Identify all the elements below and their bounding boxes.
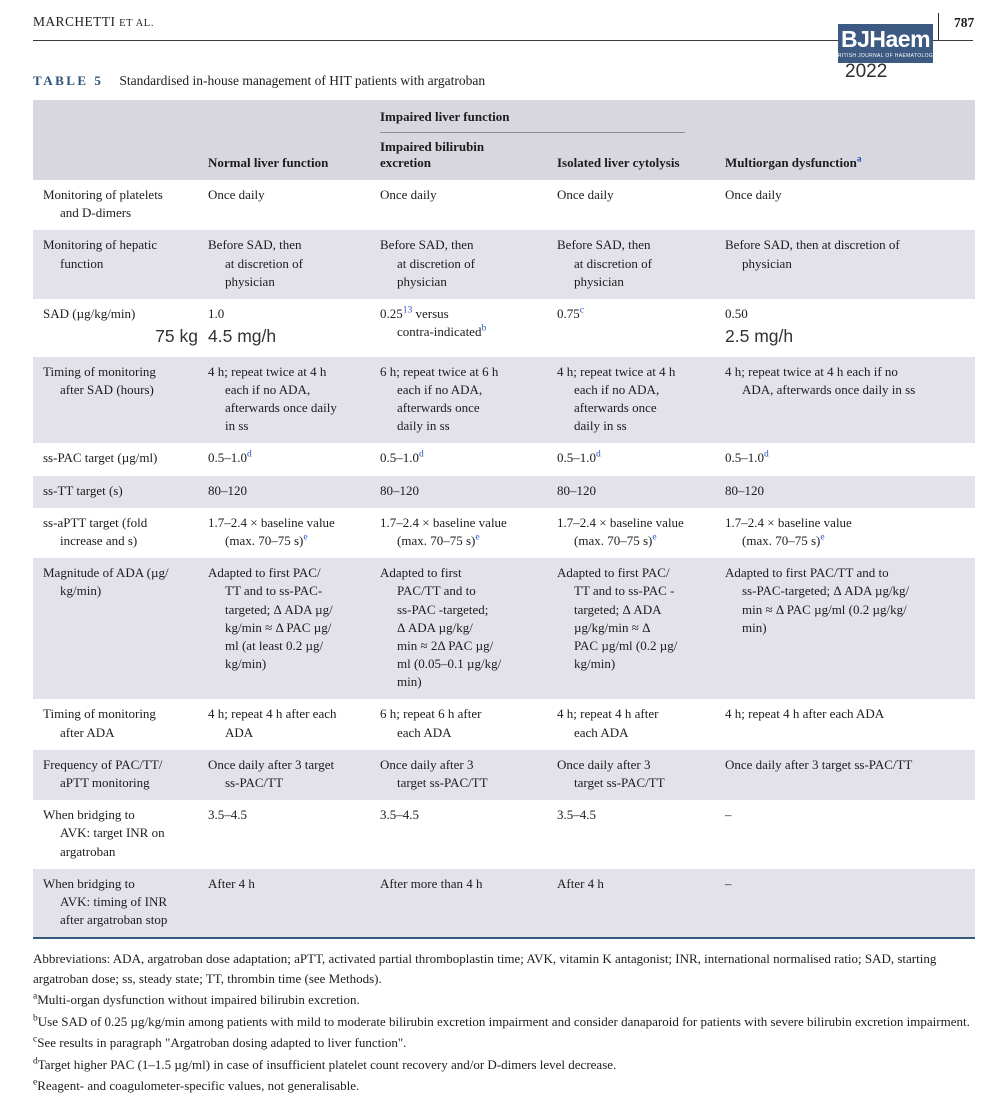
table-label: TABLE 5 (33, 73, 104, 88)
table-cell: 80–120 (557, 482, 596, 498)
footnote: $^b$Use SAD of 0.25 µg/kg/min among patients with mild to moderate bilirubin excretion impairment and consider danaparoid for patients with severe bilirubin excretion impairment. (33, 1013, 970, 1029)
superscript-ref[interactable]: e (303, 532, 308, 543)
table-cell: 4 h; repeat 4 h after each ADA (208, 706, 337, 740)
table-cell: 6 h; repeat twice at 6 h each if no ADA, afterwards once daily in ss (380, 363, 499, 434)
row-label: SAD (µg/kg/min) 75 kg (33, 299, 208, 357)
footnote: $^c$See results in paragraph "Argatroban dosing adapted to liver function". (33, 1034, 407, 1051)
table-cell: Once daily after 3 target ss-PAC/TT (380, 756, 488, 790)
table-cell: 4 h; repeat 4 h after each ADA (557, 706, 659, 740)
table-cell: After 4 h (208, 875, 255, 891)
table-cell: 1.7–2.4 × baseline value (max. 70–75 s)$^e$ (557, 514, 684, 548)
group-header-text: Impaired liver function (380, 109, 685, 133)
table-cell: 1.7–2.4 × baseline value (max. 70–75 s)$^e$ (208, 514, 335, 548)
col-header-isolated-cytolysis: Isolated liver cytolysis (557, 155, 680, 170)
table-cell: 6 h; repeat 6 h after each ADA (380, 706, 482, 740)
footnote-marker: e (33, 1077, 38, 1088)
table-row (33, 230, 975, 299)
table-cell: Once daily (208, 187, 265, 202)
footnote: $^e$Reagent- and coagulometer-specific values, not generalisable. (33, 1077, 360, 1094)
table-cell: Once daily after 3 target ss-PAC/TT (557, 756, 665, 790)
journal-logo (834, 24, 937, 63)
table-cell: 1.7–2.4 × baseline value (max. 70–75 s)$^e$ (380, 514, 507, 548)
year-annotation: 2022 (845, 61, 888, 82)
table-row (33, 357, 975, 444)
row-label: Timing of monitoring after ADA (43, 706, 156, 740)
table-row (33, 180, 975, 230)
empty-cell (208, 100, 380, 133)
table-cell: Once daily (557, 187, 614, 202)
journal-logo-subtitle: BRITISH JOURNAL OF HAEMATOLOGY (834, 53, 937, 59)
table-cell: 1.7–2.4 × baseline value (max. 70–75 s)$^e$ (725, 514, 852, 548)
table-cell: Adapted to first PAC/ TT and to ss-PAC - targeted; Δ ADA µg/kg/min ≈ Δ PAC µg/ml (0.2 µg/ kg/min) (557, 565, 678, 672)
table-cell: 4 h; repeat 4 h after each ADA (725, 706, 885, 722)
table-cell: 4 h; repeat twice at 4 h each if no ADA, afterwards once daily in ss (725, 363, 916, 397)
row-label: ss-aPTT target (fold increase and s) (43, 514, 148, 548)
row-label: Monitoring of hepatic function (43, 237, 158, 271)
table-row (33, 800, 975, 869)
dose-annotation: 75 kg (155, 326, 198, 347)
management-table (33, 100, 975, 939)
row-label-column-header (33, 133, 208, 180)
row-label: Monitoring of platelets and D-dimers (43, 187, 163, 221)
table-cell: Once daily (380, 187, 437, 202)
group-header-cell (380, 100, 725, 133)
superscript-ref[interactable]: d (596, 450, 601, 461)
superscript-ref[interactable]: b (481, 323, 487, 334)
table-cell: Adapted to first PAC/TT and to ss-PAC -targeted; Δ ADA µg/kg/ min ≈ 2Δ PAC µg/ ml (0.05–0.1 µg/kg/ min) (380, 565, 502, 690)
table-cell: 0.50 2.5 mg/h (725, 299, 975, 357)
table-cell: Once daily after 3 target ss-PAC/TT (725, 756, 913, 772)
table-row (33, 476, 975, 508)
footnote-marker: b (33, 1013, 38, 1024)
row-label: When bridging to AVK: target INR on argatroban (43, 807, 165, 859)
table-cell: 0.5–1.0$^d$ (380, 450, 424, 466)
table-cell: Before SAD, then at discretion of physician (380, 237, 475, 289)
superscript-ref[interactable]: d (764, 450, 769, 461)
table-cell: Once daily after 3 target ss-PAC/TT (208, 756, 335, 790)
masthead-rule (33, 40, 973, 41)
superscript-ref[interactable]: d (419, 450, 424, 461)
table-cell: 0.5–1.0$^d$ (725, 450, 769, 466)
table-cell: – (725, 807, 732, 823)
footnote: Abbreviations: ADA, argatroban dose adaptation; aPTT, activated partial thromboplastin time; AVK, vitamin K antagonist; INR, international normalised ratio; SAD, starting argatroban dose; ss, steady state; TT, thrombin time (see Methods). (33, 951, 937, 986)
row-label: ss-PAC target (µg/ml) (43, 450, 158, 466)
table-cell: After more than 4 h (380, 875, 483, 891)
empty-cell (725, 100, 975, 133)
row-label: When bridging to AVK: timing of INR after argatroban stop (43, 875, 168, 928)
superscript-ref[interactable]: e (652, 532, 657, 543)
table-cell: Before SAD, then at discretion of physician (208, 237, 303, 289)
row-label: Frequency of PAC/TT/ aPTT monitoring (43, 756, 163, 790)
table-cell: 3.5–4.5 (557, 807, 596, 823)
table-cell: Adapted to first PAC/ TT and to ss-PAC- targeted; Δ ADA µg/ kg/min ≈ Δ PAC µg/ ml (at least 0.2 µg/ kg/min) (208, 565, 333, 672)
footnote-marker: a (33, 991, 38, 1002)
table-body (33, 180, 975, 938)
table-row (33, 299, 975, 357)
table-caption: Standardised in-house management of HIT patients with argatroban (119, 73, 486, 88)
table-row (33, 558, 975, 699)
table-cell: Before SAD, then at discretion of physician (725, 237, 900, 271)
row-label: Magnitude of ADA (µg/ kg/min) (43, 565, 169, 599)
superscript-ref[interactable]: d (247, 450, 252, 461)
running-head-name: MARCHETTI (33, 14, 116, 29)
running-head-suffix: ET AL. (119, 18, 155, 29)
table-row (33, 508, 975, 558)
superscript-ref[interactable]: c (579, 305, 584, 316)
table-row (33, 750, 975, 800)
dose-annotation: 2.5 mg/h (725, 326, 794, 347)
table-cell: Adapted to first PAC/TT and to ss-PAC-targeted; Δ ADA µg/kg/ min ≈ Δ PAC µg/ml (0.2 µg/kg/ min) (725, 565, 910, 635)
footnote: $^d$Target higher PAC (1–1.5 µg/ml) in case of insufficient platelet count recovery and/or D-dimers level decrease. (33, 1056, 617, 1072)
table-cell: 1.0 4.5 mg/h (208, 299, 380, 357)
table-caption-row (33, 73, 975, 89)
table-cell: 4 h; repeat twice at 4 h each if no ADA, afterwards once daily in ss (557, 363, 676, 434)
superscript-ref[interactable]: e (820, 532, 825, 543)
col-header-multiorgan: Multiorgan dysfunction$^a$ (725, 154, 862, 170)
dose-annotation: 4.5 mg/h (208, 326, 277, 347)
footnote-marker-a[interactable]: a (856, 154, 862, 165)
superscript-ref[interactable]: 13 (402, 305, 413, 316)
page-number: 787 (954, 15, 975, 30)
table-cell: 80–120 (208, 482, 247, 498)
table-cell: 0.5–1.0$^d$ (208, 450, 252, 466)
table-row (33, 869, 975, 939)
table-row (33, 443, 975, 475)
row-label: Timing of monitoring after SAD (hours) (43, 363, 156, 397)
table-cell: 3.5–4.5 (208, 807, 247, 823)
table-cell: 4 h; repeat twice at 4 h each if no ADA, afterwards once daily in ss (208, 363, 337, 434)
group-header-row (33, 100, 975, 133)
table-head (33, 100, 975, 180)
table-cell: Before SAD, then at discretion of physician (557, 237, 652, 289)
table-cell: 80–120 (725, 482, 764, 498)
table-cell: 0.75$^c$ (557, 305, 584, 321)
page-number-block (938, 13, 974, 40)
table-cell: Once daily (725, 187, 782, 202)
running-head (33, 8, 975, 30)
superscript-ref[interactable]: e (475, 532, 480, 543)
table-cell: 80–120 (380, 482, 419, 498)
table-cell: – (725, 875, 732, 891)
col-header-normal-liver: Normal liver function (208, 155, 329, 170)
table-row (33, 699, 975, 749)
table-cell: 0.5–1.0$^d$ (557, 450, 601, 466)
table-cell: 3.5–4.5 (380, 807, 419, 823)
footnote-marker: d (33, 1056, 38, 1067)
footnote: $^a$Multi-organ dysfunction without impaired bilirubin excretion. (33, 991, 360, 1008)
col-header-impaired-bilirubin: Impaired bilirubin excretion (380, 139, 485, 170)
row-label: ss-TT target (s) (43, 482, 123, 498)
footnote-marker: c (33, 1034, 38, 1045)
table-cell: 0.25$^{13}$ versus contra-indicated$^b$ (380, 305, 487, 340)
corner-cell (33, 100, 208, 133)
column-header-row (33, 133, 975, 180)
table-cell: After 4 h (557, 875, 604, 891)
journal-logo-title: BJHaem (840, 26, 931, 52)
